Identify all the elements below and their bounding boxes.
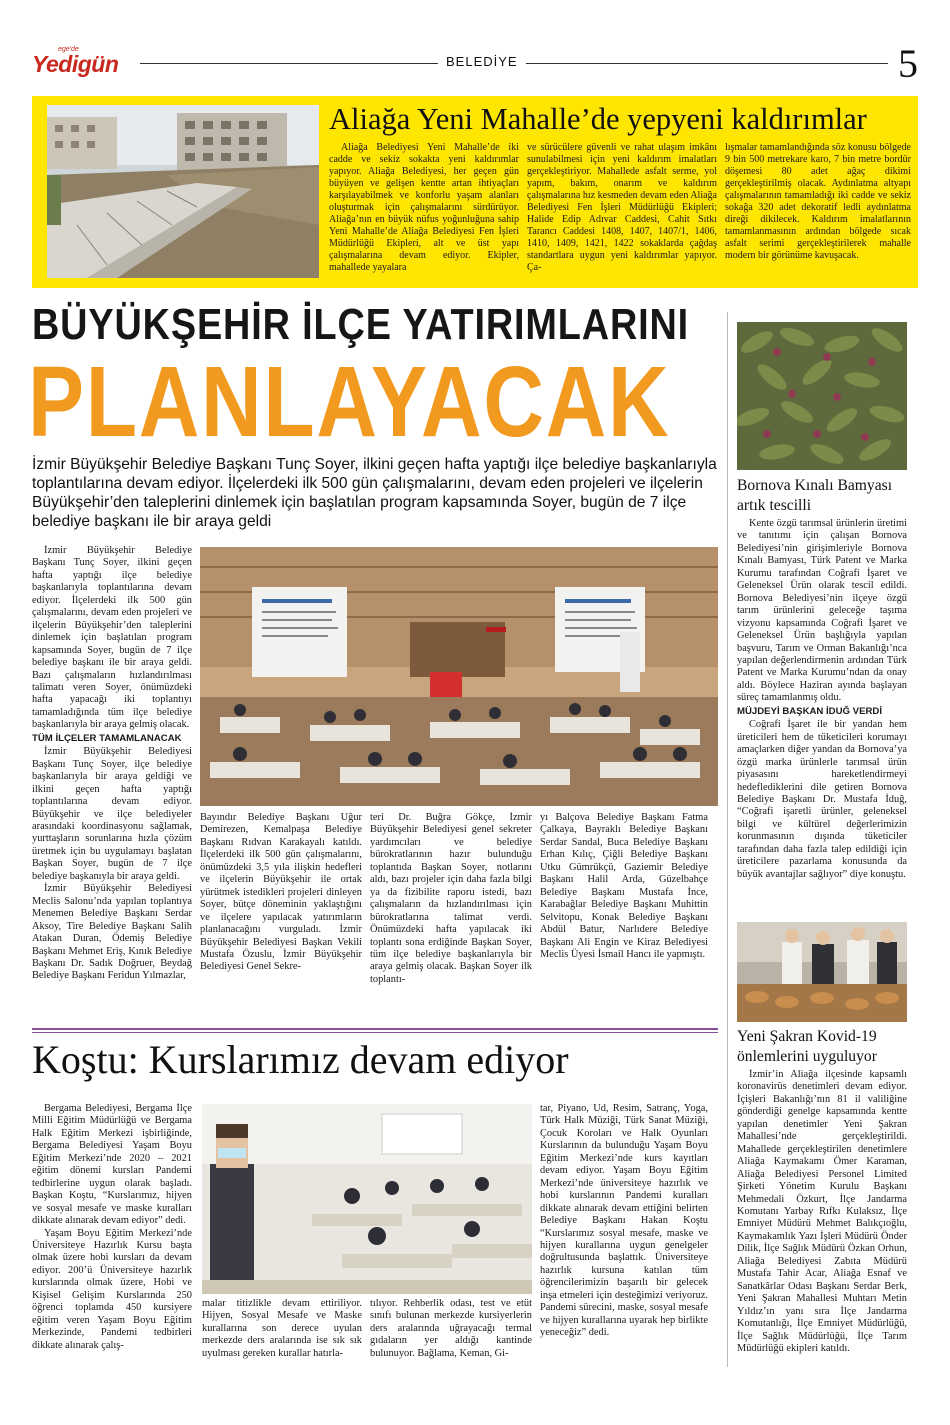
main-bottom-col-2: teri Dr. Buğra Gökçe, İzmir Büyükşehir Belediyesi genel sekreter yardımcıları ve belediye bürokratlarının hazır bulunduğu toplantıda Başkan Soyer, notlarını aldı, bazı projeler için daha fazla bilgi ya da fizibilite raporu istedi, bazı çalışmaların da hızlandırılması için bürokratlarına talimat verdi. Önümüzdeki hafta yapılacak iki toplantı sona erdiğinde Başkan Soyer, tüm ilçe belediye başkanlarıyla bir araya gelmiş olacak. Başkan Soyer ilk toplantı- — [370, 812, 532, 985]
main-lead: İzmir Büyükşehir Belediye Başkanı Tunç Soyer, ilkini geçen hafta yaptığı ilçe belediye başkanlarıyla toplantılarına devam ediyor. İlçelerdeki ilk 500 gün çalışmalarını, devam eden projeleri ve ilçelerin Büyükşehir’den taleplerini dinlemek için başlatılan program kapsamında Soyer, bugün de 7 ilçe belediye başkanı ile bir araya geldi — [32, 456, 717, 530]
bakery-inspection-photo — [737, 922, 907, 1022]
kostu-headline: Koştu: Kurslarımız devam ediyor — [32, 1037, 569, 1082]
main-headline-line1: BÜYÜKŞEHİR İLÇE YATIRIMLARINI — [32, 300, 690, 349]
logo: Yedigün — [32, 51, 119, 77]
yellow-story-col-3: lışmalar tamamlandığında söz konusu bölgede 9 bin 500 metrekare karo, 7 bin metre bordür döşemesi 80 adet ağaç dikimi gerçekleştirilmiş olacak. Aydınlatma altyapı çalışmalarının tamamladığı iki cadde ve sekiz sokağa 320 adet dekoratif ledli aydınlatma direği dikilecek. Kaldırım imalatlarının tamamlanmasının ardından bölgede sıcak asfalt serimi gerçekleştirilerek mahalle modern bir görünüme kavuşacak. — [725, 142, 911, 261]
logo-tagline: ege'de — [58, 46, 79, 53]
bamya-subheading: MÜJDEYİ BAŞKAN İDUĞ VERDİ — [737, 705, 882, 717]
main-left-column: İzmir Büyükşehir Belediye Başkanı Tunç Soyer, ilkini geçen hafta yaptığı ilçe belediye başkanlarıyla toplantılarına devam ediyor. İlçelerdeki ilk 500 gün çalışmalarını, devam eden projeleri ve ilçelerin Büyükşehir’den taleplerini dinlemek için başlatılan program kapsamında Soyer, bugün de 7 ilçe belediye başkanı ile bir araya geldi. Bazı çalışmaların hızlandırılması talimatı veren Soyer, önümüzdeki hafta yapacağı iki toplantıyı tamamladığında tüm ilçe belediye başkanlarıyla bir araya gelmiş olacak. TÜM İLÇELER TAMAMLANACAK İzmir Büyükşehir Belediyesi Başkanı Tunç Soyer, ilçe belediye başkanlarıyla bir araya geldiği ve ilkini geçen hafta yaptığı toplantılarına devam ediyor. Büyükşehir ve ilçe belediyeler arasındaki koordinasyonu sağlamak, yurttaşların sorunlarına hızla çözüm üretmek için bu uygulamayı başlatan Başkan Soyer, bugün de 7 ilçe belediye başkanıyla bir araya geldi. İzmir Büyükşehir Belediyesi Meclis Salonu’nda yapılan toplantıya Menemen Belediye Başkanı Serdar Aksoy, Tire Belediye Başkanı Salih Atakan Duran, Ödemiş Belediye Başkanı Mehmet Eriş, Kınık Belediye Başkanı Dr. Sadık Doğruer, Beydağ Belediye Başkanı Feridun Yılmazlar, — [32, 545, 192, 982]
kostu-bottom-col-1: malar titizlikle devam ettiriliyor. Hijyen, Sosyal Mesafe ve Maske kurallarına son derece uyulan merkezde ders aralarında ise sık sık uyulması gereken kurallar hatırla- — [202, 1298, 362, 1359]
section-label: BELEDİYE — [438, 54, 526, 69]
sakran-headline: Yeni Şakran Kovid-19 önlemlerini uyguluyor — [737, 1028, 877, 1065]
main-headline-line2: PLANLAYACAK — [28, 346, 671, 458]
yellow-story-col-2: ve sürücülere güvenli ve rahat ulaşım imkânı sunulabilmesi için yeni kaldırım imalatları gerçekleştiriyor. Mahallede asfalt serme, yol yapım, bakım, onarım ve kaldırım çalışmalarına hız kesmeden devam eden Aliağa Belediyesi Fen İşleri Müdürlüğü Ekipleri; Halide Edip Adıvar Caddesi, Cahit Sıtkı Tarancı Caddesi 1408, 1407, 1407/1, 1406, 1410, 1409, 1421, 1422 sokaklarda çağdaş standartlara uygun yeni kaldırımlar yapıyor. Ça- — [527, 142, 717, 273]
section-divider — [32, 1028, 718, 1030]
kostu-bottom-col-2: tılıyor. Rehberlik odası, test ve etüt sınıfı bulunan merkezde kursiyerlerin ders aralarında uğrayacağı termal gıdaların yer aldığı kantinde bulunuyor. Bağlama, Keman, Gi- — [370, 1298, 532, 1359]
main-bottom-col-1: Bayındır Belediye Başkanı Uğur Demirezen, Kemalpaşa Belediye Başkanı Rıdvan Karakayalı katıldı. İlçelerdeki ilk 500 gün çalışmalarını, önümüzdeki 3,5 yıla ilişkin hedefleri ve ilçelerin Büyükşehir ile ortak yürütmek istedikleri projeleri dinleyen Soyer, bütçe döneminin yaklaştığını ve ilçelere yapılacak yatırımların planlanacağını vurguladı. İzmir Büyükşehir Belediyesi Başkan Vekili Mustafa Özuslu, İzmir Büyükşehir Belediyesi Genel Sekre- — [200, 812, 362, 973]
sidebar-rule — [727, 312, 728, 1367]
main-subheading: TÜM İLÇELER TAMAMLANACAK — [32, 732, 182, 744]
classroom-photo — [202, 1104, 532, 1294]
bamya-headline: Bornova Kınalı Bamyası artık tescilli — [737, 477, 893, 514]
kostu-left-column: Bergama Belediyesi, Bergama İlçe Milli Eğitim Müdürlüğü ve Bergama Halk Eğitim Merkezi işbirliğinde, Bergama Belediyesi Yaşam Boyu Eğitim Merkezi’nde 2020 – 2021 eğitim dönemi kursları Pandemi tedbirlerine uygun olarak başladı. Başkan Koştu, “Kurslarımız, hijyen ve sosyal mesafe ve maske kuralları dikkate alınarak devam ediyor” dedi. Yaşam Boyu Eğitim Merkezi’nde Üniversiteye Hazırlık Kursu başta olmak üzere hobi kursları da devam ediyor. 200’ü Üniversiteye hazırlık kurslarında olmak üzere, Hobi ve Kişisel Gelişim Kurslarında 250 öğrenci toplamda 450 kursiyere eğitim veren Yaşam Boyu Eğitim Merkezinde, Pandemi tedbirleri dikkate alınarak çalış- — [32, 1103, 192, 1351]
kostu-right-column: tar, Piyano, Ud, Resim, Satranç, Yoga, Türk Halk Müziği, Türk Sanat Müziği, Çocuk Koroları ve Halk Oyunları Kurslarının da bulunduğu Yaşam Boyu Eğitim Merkezi’nde kurs kayıtları devam ediyor. Yaşam Boyu Eğitim Merkezi’nde üniversiteye hazırlık ve hobi kurslarının Pandemi kuralları dikkate alınarak devam ettiğini belirten Belediye Başkanı Hakan Koştu “Kurslarımız sosyal mesafe, maske ve hijyen kurallarına uygun genelgeler doğrultusunda başlattık. Üniversiteye hazırlık kursuna katılan tüm öğrencilerimizin başarılı bir gelecek inşa etmeleri için desteğimizi veriyoruz. Pandemi sürecini, maske, sosyal mesafe ve hijyen kurallarına uyarak hep birlikte yeneceğiz” dedi. — [540, 1103, 708, 1339]
main-bottom-col-3: yı Balçova Belediye Başkanı Fatma Çalkaya, Bayraklı Belediye Başkanı Serdar Sandal, Buca Belediye Başkanı Erhan Kılıç, Çiğli Belediye Başkanı Utku Gümrükçü, Gaziemir Belediye Başkanı Halil Arda, Güzelbahçe Belediye Başkanı Mustafa İnce, Karabağlar Belediye Başkanı Muhittin Selvitopu, Konak Belediye Başkanı Abdül Batur, Narlıdere Belediye Başkanı Ali Engin ve Kiraz Belediyesi Meclis Üyesi İsmail Hancı ile yapmıştı. — [540, 812, 708, 960]
council-meeting-photo — [200, 547, 718, 806]
page-number: 5 — [898, 41, 918, 86]
section-divider-thin — [32, 1032, 718, 1033]
sidewalk-photo — [47, 105, 319, 278]
yellow-story-headline: Aliağa Yeni Mahalle’de yepyeni kaldırımlar — [329, 102, 867, 136]
okra-photo — [737, 322, 907, 470]
sakran-body: İzmir’in Aliağa ilçesinde kapsamlı koronavirüs denetimleri devam ediyor. İçişleri Bakanlığı’nın 81 il valiliğine gönderdiği genelge kapsamında kentte yapılan denetimler Yeni Şakran Mahallesi’nde gerçekleştirildi. Mahallede gerçekleştirilen denetimlere Aliağa Kaymakamı Ömer Karaman, Aliağa Belediyesi Personel Limited Şirketi Yönetim Kurulu Başkanı Mehmedali Özkurt, İlçe Jandarma Komutanı Yarbay Rıfkı Kulaksız, İlçe Emniyet Müdürü Mehmet Balıkçıoğlu, Kaymakamlık Yazı İşleri Müdürü Önder Dilik, İlçe Sağlık Müdürü Özkan Orhun, Aliağa Belediyesi Zabıta Müdürü Mustafa Tahir Acar, Aliağa Esnaf ve Sanatkârlar Odası Başkanı Serdar Berk, Yeni Şakran Mahallesi Muhtarı Metin Yıldız’ın yanı sıra İlçe Jandarma Komutanlığı, İlçe Emniyet Müdürlüğü, İlçe Sağlık Müdürlüğü, İlçe Tarım Müdürlüğü ekipleri katıldı. — [737, 1069, 907, 1354]
bamya-body: Kente özgü tarımsal ürünlerin üretimi ve tanıtımı için çalışan Bornova Belediyesi’nin girişimleriyle Bornova Kınalı Bamyası, Türk Patent ve Marka Kurumu tarafından Coğrafi İşaret ve Geleneksel Ürün olarak tescil edildi. Bornova Belediyesi’nin ilçeye özgü tarım ürünlerini geleceğe taşıma vizyonu kapsamında Coğrafi İşaret ve Geleneksel Ürün başlığıyla yapılan başvuru, Tarım ve Orman Bakanlığı’nca yapılan değerlendirmenin ardından Türk Patent ve Marka Kurumu’ndan da onay aldı. Böylece Haziran ayında başlayan süreç tamamlanmış oldu. MÜJDEYİ BAŞKAN İDUĞ VERDİ Coğrafi İşaret ile bir yandan hem üreticileri hem de tüketicileri korumayı amaçlarken diğer yandan da Bornova’ya özgü marka ürünlerle tarımsal ürün piyasasını hareketlendirmeyi hedeflediklerini dile getiren Bornova Belediye Başkanı Dr. Mustafa İduğ, “Coğrafi işaretli ürünler, geleneksel bilgi ve kültürel değerlerimizin korunmasının dışında tüketiciler tarafından daha fazla talep edildiği için üreticilere pazarlama konusunda da büyük avantajlar sağlıyor” diye konuştu. — [737, 518, 907, 880]
yellow-story-col-1: Aliağa Belediyesi Yeni Mahalle’de iki cadde ve sekiz sokakta yeni kaldırımlar yapıyor. Aliağa Belediyesi, her geçen gün büyüyen ve gelişen kentte artan ihtiyaçları karşılayabilmek ve konforlu yaşam alanları oluşturmak için çalışmalarını sürdürüyor. Aliağa’nın en büyük nüfus yoğunluğuna sahip Yeni Mahalle’de Aliağa Belediyesi Fen İşleri Müdürlüğü Ekipleri, alt ve üst yapı çalışmalarına devam ediyor. Ekipler, mahallede yayalara — [329, 142, 519, 273]
